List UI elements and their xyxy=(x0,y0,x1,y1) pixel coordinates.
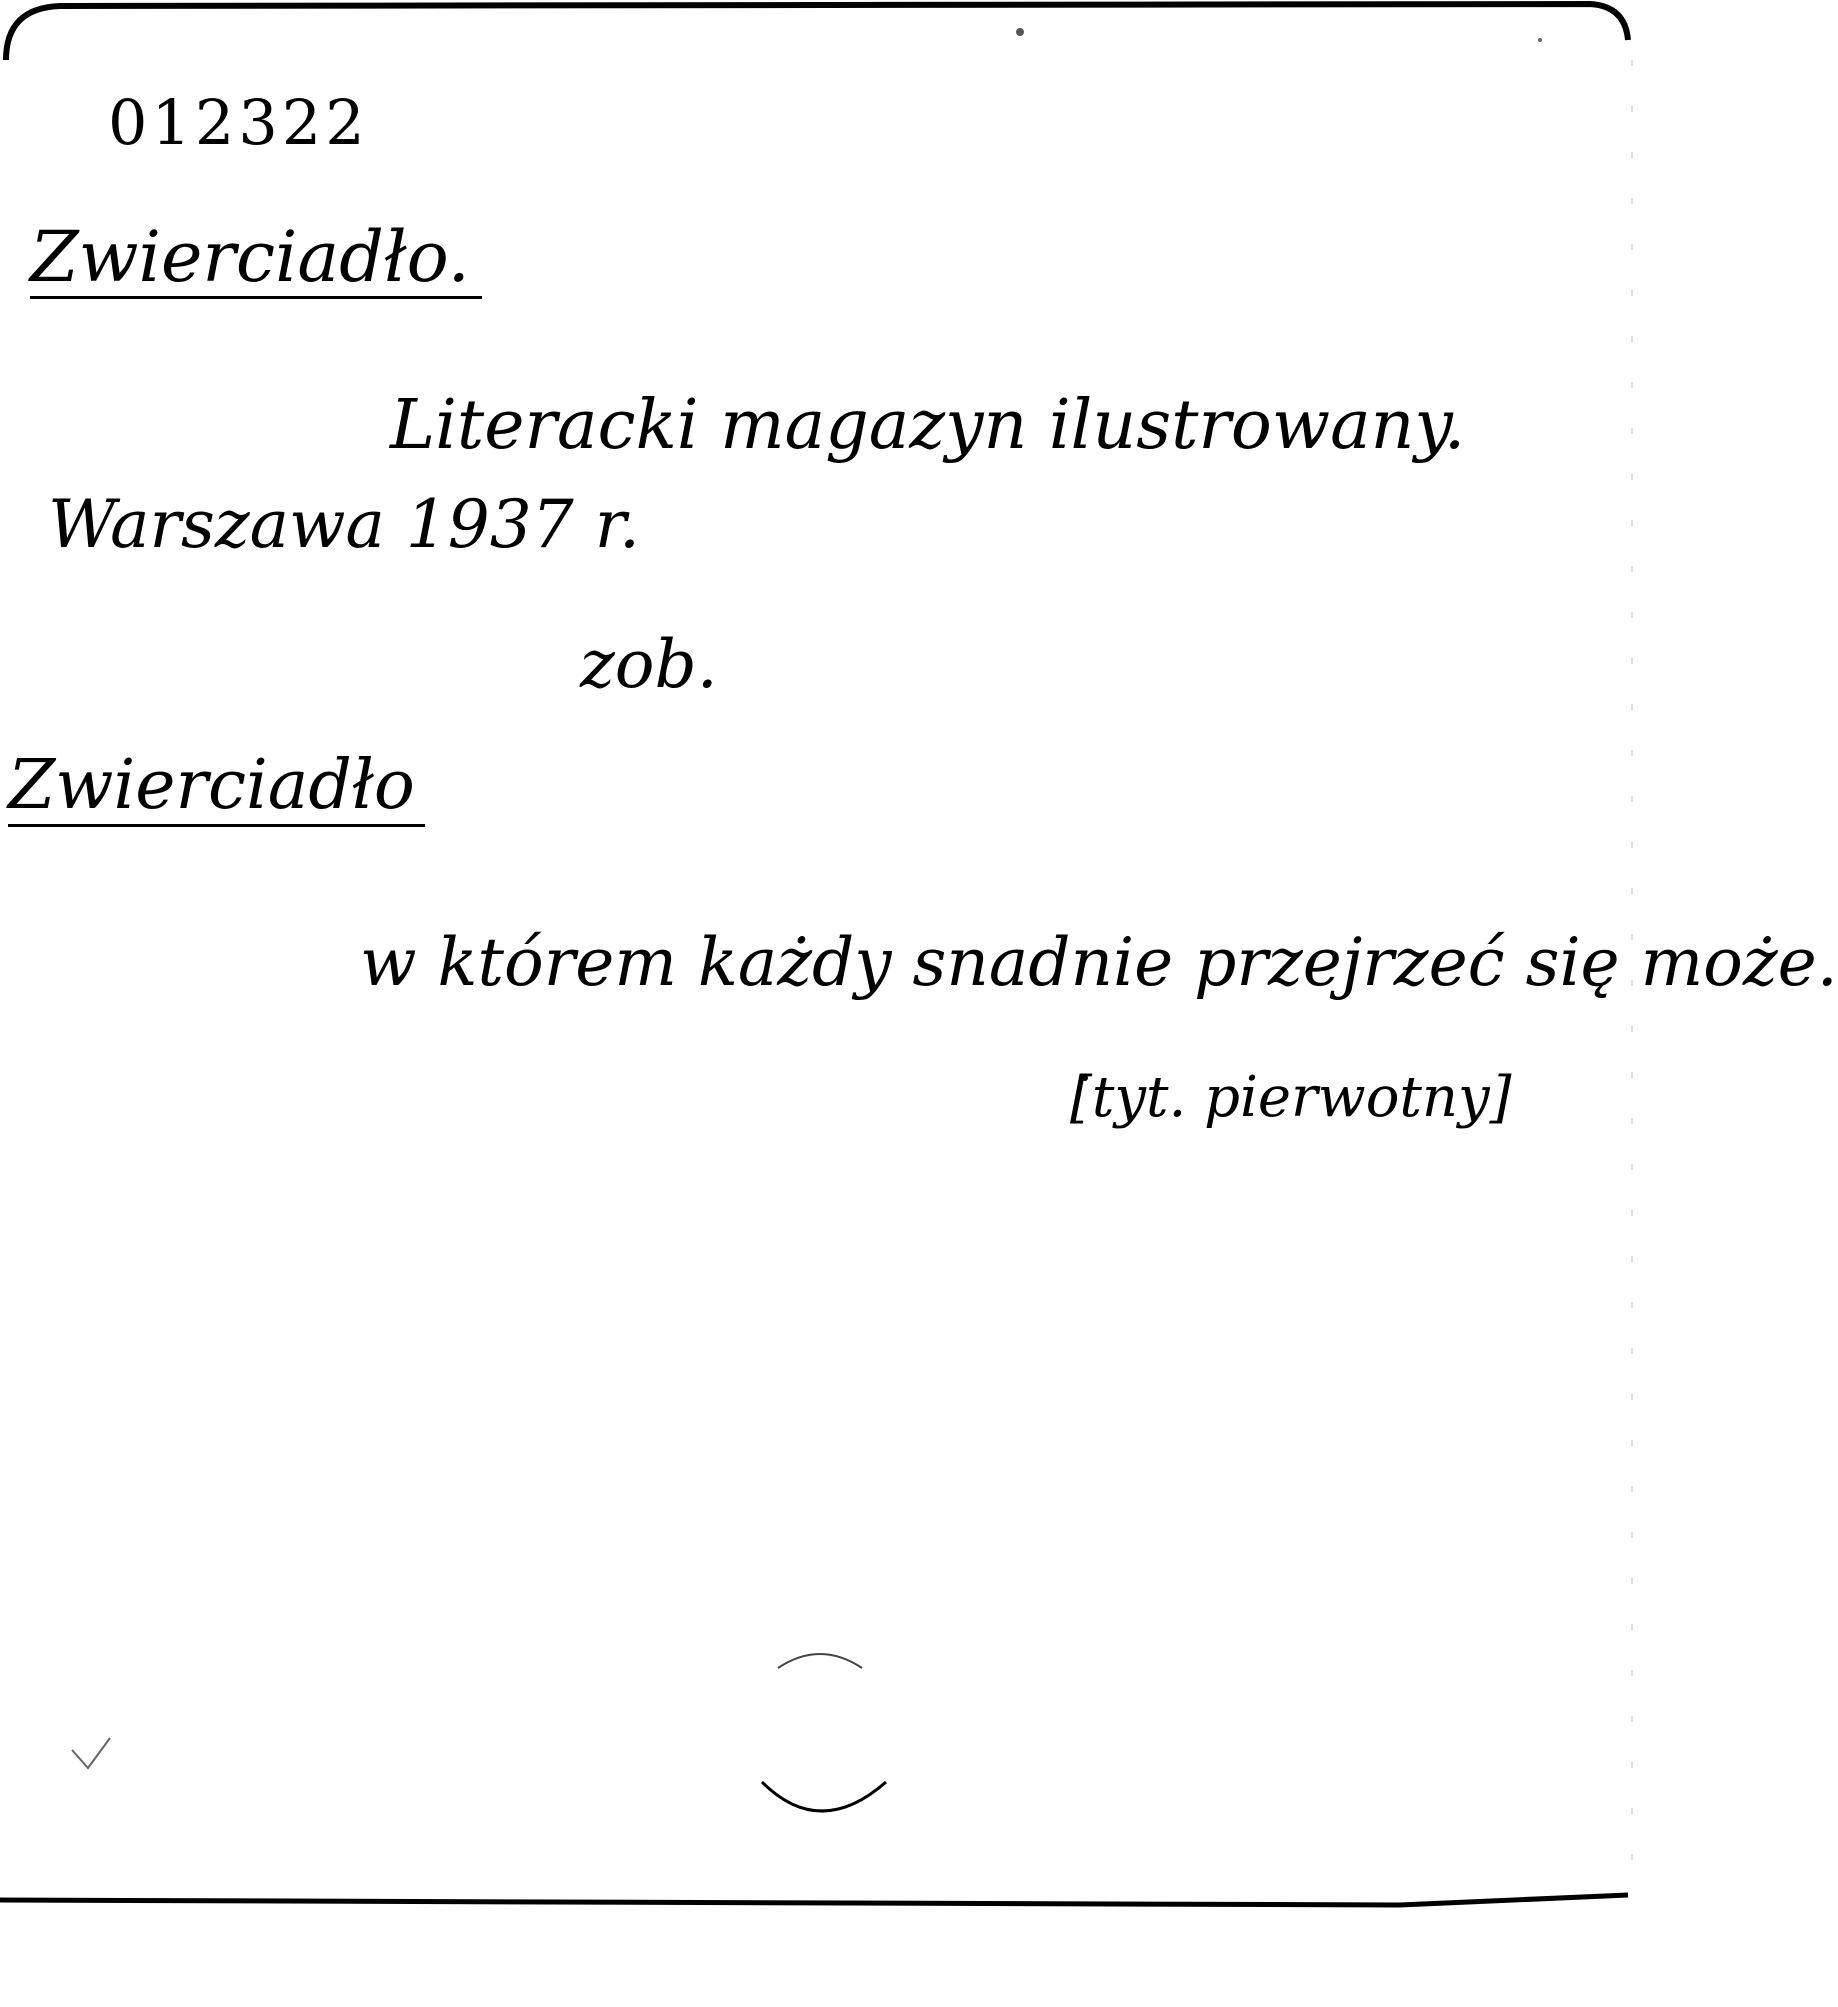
entry-1-subtitle: Literacki magazyn ilustrowany. xyxy=(390,386,1466,465)
entry-1-title: Zwierciadło. xyxy=(30,222,482,299)
entry-1-imprint: Warszawa 1937 r. xyxy=(48,486,641,563)
catalog-number: 012322 xyxy=(108,86,369,159)
entry-2-subtitle: w którem każdy snadnie przejrzeć się może. xyxy=(360,924,1838,1001)
original-title-note: [tyt. pierwotny] xyxy=(1070,1065,1512,1130)
speck xyxy=(1538,38,1542,42)
punch-hole-bottom xyxy=(762,1782,886,1811)
card-bottom-edge xyxy=(0,1895,1628,1905)
see-reference: zob. xyxy=(580,626,718,703)
punch-hole-top xyxy=(778,1654,862,1668)
tick-mark xyxy=(72,1738,110,1768)
speck xyxy=(1016,28,1024,36)
entry-2-title: Zwierciadło xyxy=(8,752,425,827)
card-top-edge xyxy=(6,4,1628,60)
